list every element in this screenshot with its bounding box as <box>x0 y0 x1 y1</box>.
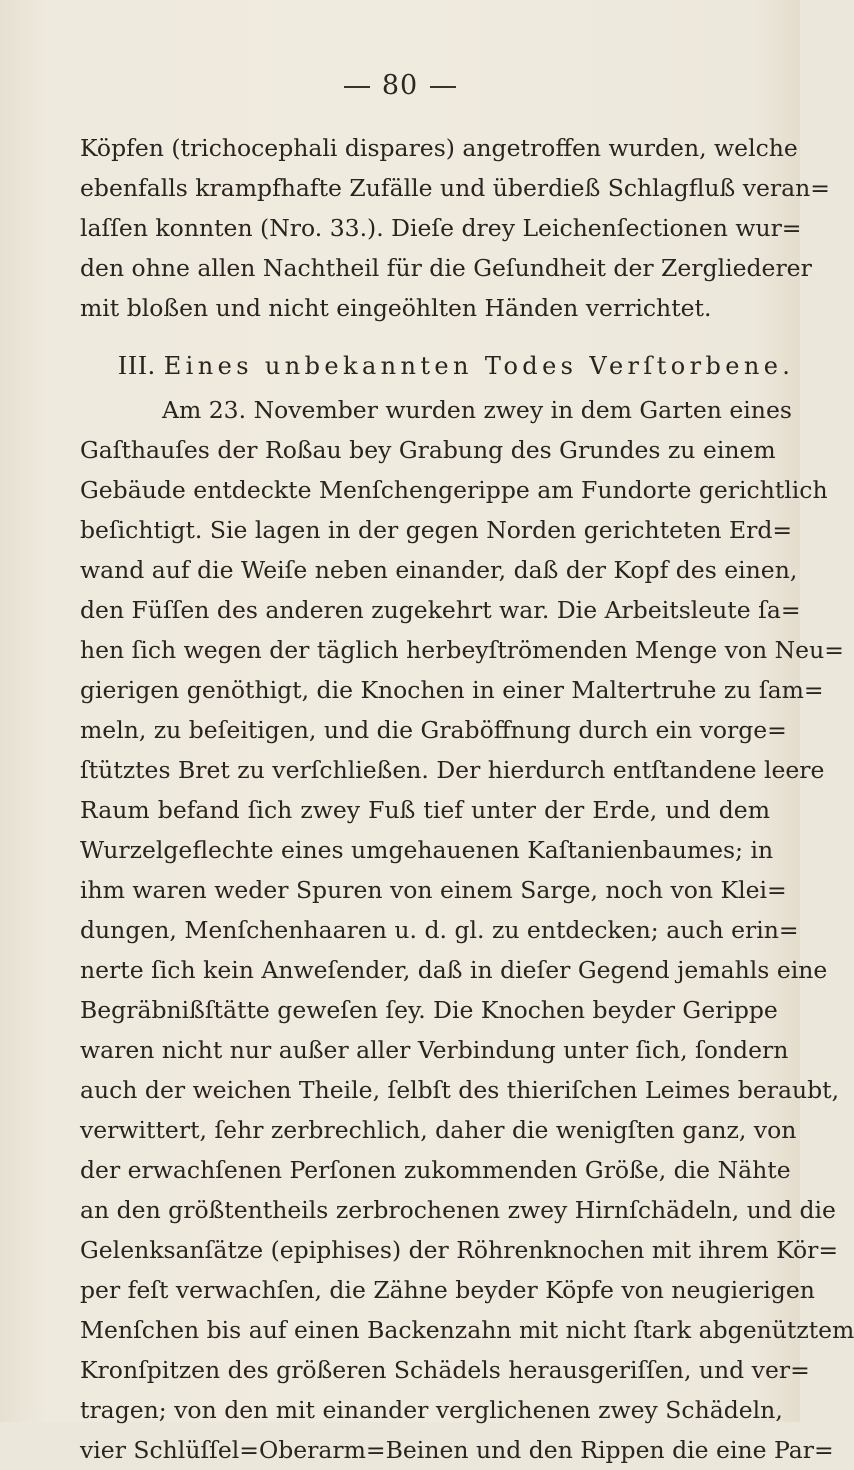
text-line: tragen; von den mit einander verglichenen zwey Schädeln, <box>80 1396 783 1424</box>
text-line: gierigen genöthigt, die Knochen in einer Maltertruhe zu ſam= <box>80 676 824 704</box>
text-line: per feſt verwachſen, die Zähne beyder Köpfe von neugierigen <box>80 1276 815 1304</box>
text-line: der erwachſenen Perſonen zukommenden Größe, die Nähte <box>80 1156 791 1184</box>
text-line: Am 23. November wurden zwey in dem Garten eines <box>162 396 792 424</box>
text-line: den Füſſen des anderen zugekehrt war. Die Arbeitsleute ſa= <box>80 596 801 624</box>
left-dash-ornament <box>344 86 370 88</box>
text-line: hen ſich wegen der täglich herbeyſtrömenden Menge von Neu= <box>80 636 844 664</box>
text-line: Wurzelgeflechte eines umgehauenen Kaſtanienbaumes; in <box>80 836 774 864</box>
text-line: waren nicht nur außer aller Verbindung unter ſich, ſondern <box>80 1036 789 1064</box>
text-line: ihm waren weder Spuren von einem Sarge, noch von Klei= <box>80 876 787 904</box>
text-line: Begräbnißſtätte geweſen ſey. Die Knochen beyder Gerippe <box>80 996 778 1024</box>
text-line: ebenfalls krampfhafte Zufälle und überdieß Schlagfluß veran= <box>80 174 830 202</box>
section-numeral: III. <box>118 350 156 380</box>
text-line: nerte ſich kein Anweſender, daß in dieſer Gegend jemahls eine <box>80 956 828 984</box>
text-line: beſichtigt. Sie lagen in der gegen Norden gerichteten Erd= <box>80 516 793 544</box>
page-number <box>0 70 800 101</box>
text-line: auch der weichen Theile, ſelbſt des thieriſchen Leimes beraubt, <box>80 1076 840 1104</box>
text-line: den ohne allen Nachtheil für die Geſundheit der Zergliederer <box>80 254 812 282</box>
text-line: dungen, Menſchenhaaren u. d. gl. zu entdecken; auch erin= <box>80 916 799 944</box>
section-title: Eines unbekannten Todes Verſtorbene. <box>163 352 795 380</box>
text-line: Gebäude entdeckte Menſchengerippe am Fundorte gerichtlich <box>80 476 828 504</box>
text-line: laſſen konnten (Nro. 33.). Dieſe drey Leichenſectionen wur= <box>80 214 802 242</box>
text-line: Gaſthauſes der Roßau bey Grabung des Grundes zu einem <box>80 436 776 464</box>
text-line: Köpfen (trichocephali dispares) angetroffen wurden, welche <box>80 134 798 162</box>
text-line: Gelenksanſätze (epiphises) der Röhrenknochen mit ihrem Kör= <box>80 1236 839 1264</box>
text-line: vier Schlüſſel=Oberarm=Beinen und den Rippen die eine Par= <box>80 1436 834 1464</box>
right-dash-ornament <box>430 86 456 88</box>
text-line: an den größtentheils zerbrochenen zwey Hirnſchädeln, und die <box>80 1196 836 1224</box>
paragraph-main <box>80 390 854 1470</box>
text-line: meln, zu beſeitigen, und die Graböffnung durch ein vorge= <box>80 716 787 744</box>
text-line: Kronſpitzen des größeren Schädels herausgeriſſen, und ver= <box>80 1356 810 1384</box>
page-number-value: 80 <box>381 70 419 101</box>
section-heading <box>118 350 794 381</box>
text-line: Menſchen bis auf einen Backenzahn mit nicht ſtark abgenütztem <box>80 1316 854 1344</box>
text-line: Raum befand ſich zwey Fuß tief unter der Erde, und dem <box>80 796 770 824</box>
text-line: ſtütztes Bret zu verſchließen. Der hierdurch entſtandene leere <box>80 756 825 784</box>
text-line: mit bloßen und nicht eingeöhlten Händen verrichtet. <box>80 294 712 322</box>
text-line: wand auf die Weiſe neben einander, daß der Kopf des einen, <box>80 556 798 584</box>
text-line: verwittert, ſehr zerbrechlich, daher die wenigſten ganz, von <box>80 1116 797 1144</box>
paragraph-continuation <box>80 128 830 328</box>
